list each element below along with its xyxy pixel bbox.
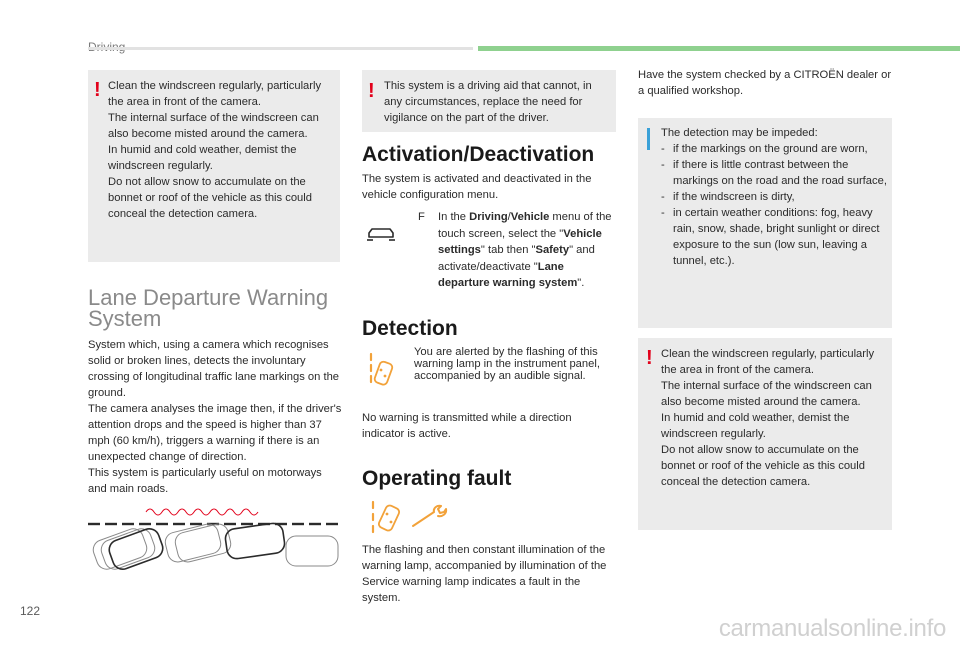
activation-text: The system is activated and deactivated in the vehicle configuration menu. (362, 173, 592, 201)
page-title-line2: System (88, 306, 162, 331)
watermark: carmanualsonline.info (718, 615, 946, 642)
page-title-line1: Lane Departure Warning (88, 285, 329, 310)
list-item: - in certain weather conditions: fog, heavy rain, snow, shade, bright sunlight or direct exposure to the sun (low sun, leaving a tunnel, etc.). (661, 205, 889, 269)
check-system-text: Have the system checked by a CITROËN dealer or a qualified workshop. (638, 69, 892, 97)
page-number: 122 (20, 604, 41, 618)
warning-text-camera-repeat: Clean the windscreen regularly, particularly the area in front of the camera. The internal surface of the windscreen can also become misted around the camera. In humid and cold weather, demist the windscreen regularly. Do not allow snow to accumulate on the bonnet or roof of the vehicle as this could conceal the detection camera. (661, 348, 875, 488)
detection-alert-text: You are alerted by the flashing of this warning lamp in the instrument panel, accompanied by an audible signal. (414, 346, 600, 382)
list-item: - if there is little contrast between the markings on the road and the road surface, (661, 157, 889, 189)
warning-icon: ! (646, 347, 653, 369)
warning-icon: ! (368, 80, 375, 102)
detection-note: No warning is transmitted while a direction indicator is active. (362, 412, 572, 440)
system-description: System which, using a camera which recognises solid or broken lines, detects the involuntary crossing of longitudinal traffic lane markings on the ground. The camera analyses the image then, if the driver's attention drops and the speed is higher than 37 mph (60 km/h), triggers a warning if there is an unexpected change of direction. This system is particularly useful on motorways and main roads. (88, 339, 342, 495)
lane-departure-lamp-icon (370, 498, 404, 538)
wrench-icon (410, 504, 450, 530)
header-bar-green (478, 46, 960, 51)
detection-title: Detection (362, 317, 458, 340)
operating-fault-text: The flashing and then constant illumination of the warning lamp, accompanied by illumination of the Service warning lamp indicates a fault in the system. (362, 544, 607, 604)
header-bar-grey (88, 47, 473, 50)
car-outline-icon (366, 224, 396, 242)
warning-text-camera: Clean the windscreen regularly, particularly the area in front of the camera. The internal surface of the windscreen can also become misted around the camera. In humid and cold weather, demist the windscreen regularly. Do not allow snow to accumulate on the bonnet or roof of the vehicle as this could conceal the detection camera. (108, 80, 322, 220)
lane-departure-illustration (86, 500, 342, 576)
list-item: - if the windscreen is dirty, (661, 189, 889, 205)
warning-text-driving-aid: This system is a driving aid that cannot, in any circumstances, replace the need for vigilance on the part of the driver. (384, 80, 592, 124)
list-item: - if the markings on the ground are worn, (661, 141, 889, 157)
impediment-list (661, 141, 889, 269)
info-lead: The detection may be impeded: (661, 127, 818, 139)
vehicle-menu-step: F In the Driving/Vehicle menu of the touch screen, select the "Vehicle settings" tab then "Safety" and activate/deactivate "Lane departure warning system". (418, 211, 612, 289)
operating-fault-title: Operating fault (362, 467, 512, 490)
warning-icon: ! (94, 79, 101, 101)
step-bullet: F (418, 211, 425, 223)
lane-departure-lamp-icon (368, 350, 398, 388)
activation-title: Activation/Deactivation (362, 143, 595, 166)
info-icon (647, 128, 650, 150)
info-text (661, 125, 889, 269)
